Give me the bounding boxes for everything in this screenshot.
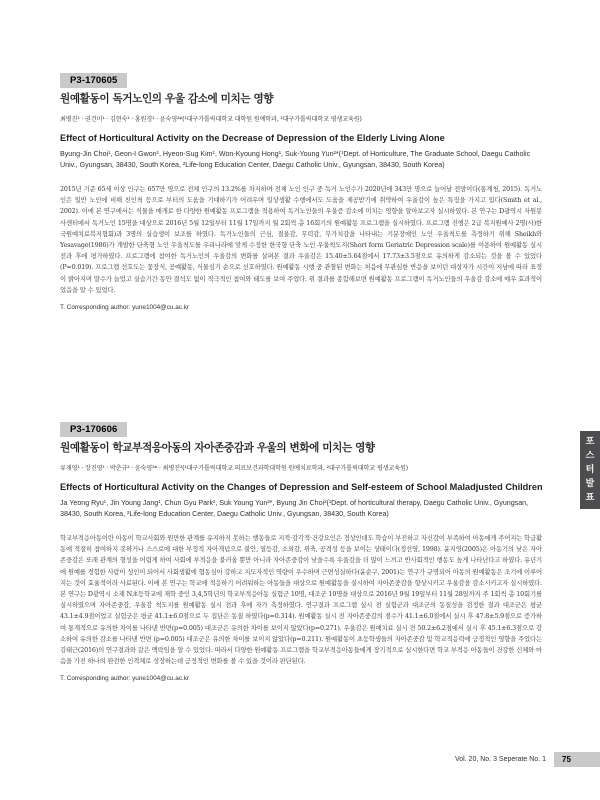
abstract-2	[60, 417, 542, 682]
abstract-1	[60, 68, 542, 311]
side-tab-char: 스	[585, 451, 595, 461]
title-korean: 원예활동이 학교부적응아동의 자아존중감과 우울의 변화에 미치는 영향	[60, 442, 375, 454]
section-side-tab	[580, 431, 600, 509]
abstract-code: P3-170606	[60, 422, 127, 437]
title-english: Effects of Horticultural Activity on the Changes of Depression and Self-esteem of School Maladjusted Children	[60, 482, 543, 492]
page-number: 75	[554, 752, 600, 767]
corresponding-author: T. Corresponding author: yune1004@cu.ac.kr	[60, 304, 190, 312]
page-footer	[455, 752, 600, 767]
title-english: Effect of Horticultural Activity on the Decrease of Depression of the Elderly Living Alone	[60, 133, 445, 143]
journal-issue: Vol. 20, No. 3 Seperate No. 1	[454, 756, 546, 763]
side-tab-char: 발	[585, 479, 595, 489]
abstract-code: P3-170605	[60, 73, 127, 88]
authors-english: Ja Yeong Ryu¹, Jin Young Jang¹, Chun Gyu Park², Suk Young Yun²*, Byung Jin Choi²(¹Dept. of horticultural therapy, Daegu Catholic Univ., Gyungsan, 38430, South Korea, ²Life-long Education Center, Daegu Catholic Univ., Gyungsan, 38430, South Korea)	[60, 499, 529, 518]
authors-korean: 최병진¹ · 권건미¹ · 김현숙¹ · 홍원경¹ · 윤숙영²*(¹대구가톨릭대학교 대학원 원예학과, ²대구가톨릭대학교 평생교육원)	[60, 116, 362, 123]
abstract-body: 2015년 기준 65세 이상 인구는 657만 명으로 전체 인구의 13.2%를 차지하며 전체 노인 인구 중 독거 노인수가 2020년에 343만 명으로 늘어날 전망이다(통계청, 2015). 독거노인은 일반 노인에 비해 친인척 등으로 부터의 도움을 기대하기가 어려우며 일상생활 수행에서도 도움을 제공받기에 취약하여 우울감이 높은 특징을 가지고 있다(Smith et al., 2002). 이에 본 연구에서는 식물을 매개로 한 다양한 원예활동 프로그램을 적용하여 독거노인들의 우울증 감소에 미치는 영향을 알아보고자 실시하였다. 본 연구는 D광역시 자원봉사센터에서 독거노인 15명을 대상으로 2016년 5월 12일부터 11월 17일까지 월 2회씩 총 16회기의 원예활동 프로그램을 실시하였다. 프로그램 진행은 2급 복지원예사 2명(사)한국원예치료복지협회)과 3명의 실습생이 보조를 하였다. 독거노인들의 근심, 절울감, 무력감, 무가치감을 나타내는 기분장애인 노인 우울척도를 측정하기 위해 Sheikh와 Yesavage(1986)가 개발한 단축형 노인 우울척도를 우리나라에 맞게 수정한 한국형 단축 노인 우울척도지(Short form Geriatric Depression scale)를 이용하여 원예활동 실시 전과 후에 평가하였다. 프로그램에 참여한 독거노인의 우울감의 변화를 살펴본 결과 우울감은 15.40±5.64점에서 17.73±3.5점으로 유의하게 감소되는 것을 볼 수 있었다(P=0.019). 프로그램 선호도는 꽃장식, 공예활동, 식물심기 순으로 선호하였다. 원예활동 시행 중 관찰된 변화는 처음에 무관심한 반응을 보이던 대상자가 시간이 지남에 따라 표정이 밝아지며 말수가 늘었고 실습기간 동안 결석도 없이 적극적인 참여와 태도를 보여 주었다. 위 결과를 종합해보면 원예활동 프로그램이 독거노인들의 우울감 감소에 매우 효과적이었음을 알 수 있었다.	[60, 186, 542, 294]
side-tab-char: 터	[585, 465, 595, 475]
abstract-body: 학교부적응아동이란 아동이 학교사회와 원만한 관계를 유지하지 못하는 행동들로 지적·감각적·건강요인은 정상인데도 학습이 부진하고 자신감이 부족하여 아동에게 주어지는 학급활동에 적절히 참여하지 못하거나 스스로에 대한 부정적 자아개념으로 불안, 열등감, 소외감, 위축, 공격성 등을 보이는 상태이다(정선영, 1998). 윤지영(2005)은 아동기의 낮은 자아존중감은 또래 관계의 형성을 어렵게 하여 사회에 부적응을 불러올 뿐만 아니라 자아존중감이 낮을수록 우울감을 더 많이 느끼고 반사회적인 행동도 높게 나타난다고 하였다. 유년기에 원예를 경험한 사람이 성인이 되어서 사회생활에 협동심이 강하고 지도자적인 역량이 우수하며 근면성실하다(윤순구, 2001)는 연구가 규명되어 아동의 원예활동은 조기에 이루어지는 것이 효율적이라 사료된다. 이에 본 연구는 학교에 적응하기 어려워하는 아동들을 대상으로 원예활동을 실시하여 자아존중감을 향상시키고 우울감을 감소시키고자 실시하였다. 본 연구는 D광역시 소재 N초등학교에 재학 중인 3,4,5학년의 학교부적응아동 실험군 10명, 대조군 10명을 대상으로 2016년 9월 19일부터 11월 28일까지 주 1회씩 총 10회기를 실시하였으며 자아존중감, 우울감 척도지를 원예활동 실시 전과 후에 자가 측정하였다. 연구결과 프로그램 실시 전 실험군과 대조군의 동질성을 검정한 결과 대조군은 평균 43.1±4.9점이었고 실험군은 평균 41.1±6.0점으로 두 집단은 동질 하였다(p=0.314). 원예활동 실시 전 자아존중감의 점수가 41.1±6.0점에서 실시 후 47.8±5.9점으로 증가하여 통계적으로 유의한 차이를 나타낸 반면(p=0.005) 대조군은 유의한 차이를 보이지 않았다(p=0.271). 우울감은 원예치료 실시 전 50.2±6.2점에서 실시 후 45.1±6.3점으로 감소하여 유의한 감소를 나타낸 반면 (p=0.005) 대조군은 유의한 차이를 보이지 않았다(p=0.211). 원예활동이 초등학생들의 자아존중감 및 학교적응력에 긍정적인 영향을 주었다는 김태근(2016)의 연구결과와 같은 맥락임을 알 수 있었다. 따라서 다양한 원예활동 프로그램을 학교부적응아동들에게 장기적으로 실시한다면 학교 부적응 아동들이 건강한 신체와 마음을 가진 하나의 완전한 인격체로 성장하는데 긍정적인 변화를 볼 수 있을 것이라 판단된다.	[60, 535, 542, 666]
title-korean: 원예활동이 독거노인의 우울 감소에 미치는 영향	[60, 93, 274, 105]
side-tab-char: 포	[585, 437, 595, 447]
authors-korean: 류재영¹ · 장진영¹ · 박춘규² · 윤숙영²* · 최병진²(¹대구가톨릭대학교 의료보건과학대학원 원예치료학과, ²대구가톨릭대학교 평생교육원)	[60, 465, 408, 472]
corresponding-author: T. Corresponding author: yune1004@cu.ac.kr	[60, 675, 190, 683]
side-tab-char: 표	[585, 493, 595, 503]
authors-english: Byung-Jin Choi¹, Geon-I Gwon¹, Hyeon-Sug Kim¹, Won-Kyoung Hong¹, Suk-Young Yun²*(¹Dept. of Horticulture, The Graduate School, Daegu Catholic Univ., Gyungsan, 38430, South Korea, ²Life-long Education Center, Daegu Catholic Univ., Gyungsan, 38430, South Korea)	[60, 150, 531, 169]
